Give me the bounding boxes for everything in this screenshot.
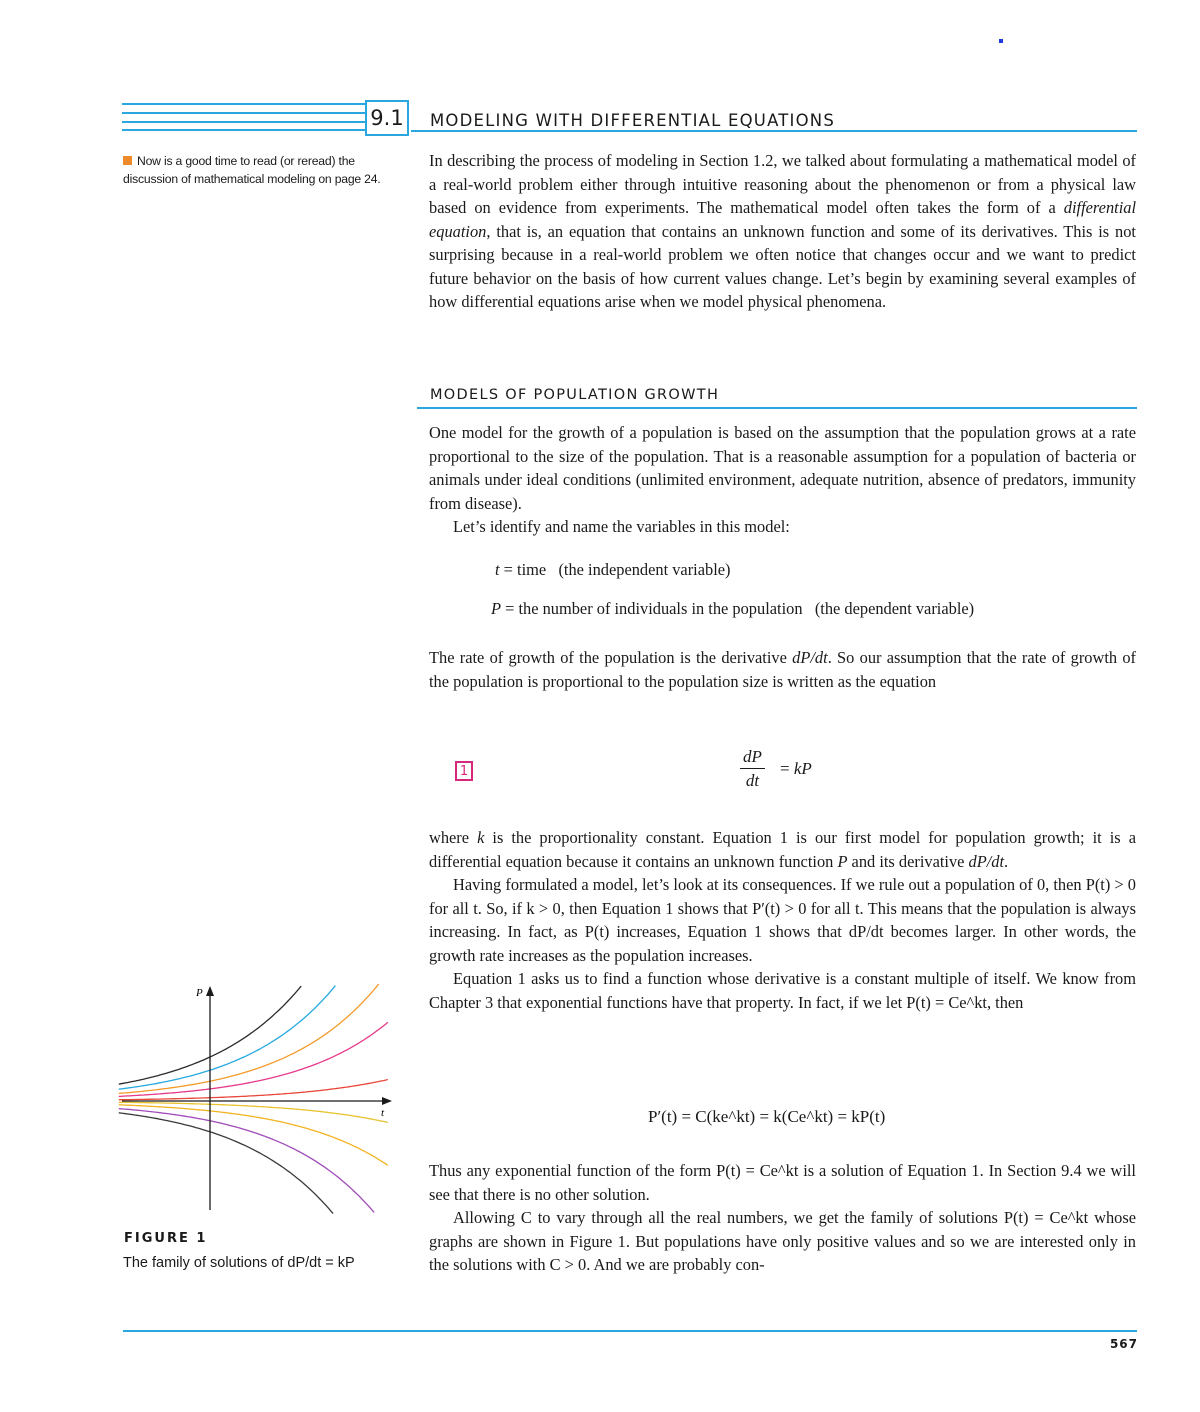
intro-emphasis: differential equation: [429, 198, 1136, 241]
intro-text-b: , that is, an equation that contains an unknown function and some of its derivatives. This is not surprising because in a real-world problem we often notice that changes occur and we want to predict future behavior on the basis of how current values change. Let’s begin by examining several examples of how differential equations arise when we model physical phenomena.: [429, 221, 1136, 311]
solution-curve-2: [119, 984, 379, 1093]
after-text-e: .: [1004, 851, 1009, 871]
variable-t-note: (the independent variable): [558, 560, 731, 579]
variable-t: [495, 560, 730, 580]
rate-paragraph: [429, 646, 1136, 693]
equation-rhs: [780, 759, 812, 779]
equation-fraction: [740, 746, 765, 793]
fraction-denominator: dt: [745, 771, 760, 790]
population-paragraphs: [429, 421, 1136, 539]
P-axis-arrow: [206, 986, 214, 996]
margin-note-text: Now is a good time to read (or reread) the discussion of mathematical modeling on page 24.: [123, 154, 381, 186]
figure-label: FIGURE 1: [124, 1231, 208, 1246]
corner-dot: [999, 39, 1003, 43]
variable-t-symbol: t: [495, 560, 500, 579]
after-k: k: [477, 828, 485, 847]
equation-rhs-term: kP: [793, 759, 812, 778]
population-paragraph-1: One model for the growth of a population is based on the assumption that the population grows at a rate proportional to the size of the population. That is a reasonable assumption for a population of bacteria or animals under ideal conditions (unlimited environment, adequate nutrition, absence of predators, immunity from disease).: [429, 423, 1136, 513]
closing-paragraphs: [429, 1159, 1136, 1277]
intro-paragraph: [429, 149, 1136, 314]
solution-curve-3: [119, 1022, 388, 1096]
consequences-paragraphs: [429, 826, 1136, 1014]
note-square-icon: [123, 156, 132, 165]
rate-text-b: . So our assumption that the rate of growth of the population is proportional to the population size is written as the equation: [429, 648, 1136, 691]
t-axis-label: t: [381, 1107, 385, 1119]
section-number: 9.1: [365, 100, 409, 136]
variable-P-equals: =: [501, 599, 519, 618]
solution-family-chart: [118, 982, 398, 1216]
variable-P-symbol: P: [491, 599, 502, 618]
closing-paragraph-1: Thus any exponential function of the form P(t) = Ce^kt is a solution of Equation 1. In Section 9.4 we will see that there is no other solution.: [429, 1161, 1136, 1204]
variable-t-equals: =: [499, 560, 518, 579]
page-number: 567: [1109, 1337, 1138, 1351]
footer-rule: [123, 1330, 1137, 1332]
title-rule: [411, 130, 1137, 132]
variable-P-note: (the dependent variable): [814, 599, 975, 618]
figure-caption: The family of solutions of dP/dt = kP: [123, 1255, 355, 1271]
margin-note: [123, 152, 408, 188]
solution-curve-8: [119, 1113, 333, 1214]
after-derivative: dP/dt: [968, 851, 1005, 871]
t-axis-arrow: [382, 1097, 392, 1105]
equation-number-badge: 1: [455, 761, 473, 781]
closing-paragraph-2: Allowing C to vary through all the real numbers, we get the family of solutions P(t) = Ce^kt whose graphs are shown in Figure 1. But populations have only positive values and so we are interested only in the solutions with C > 0. And we are probably con-: [429, 1208, 1136, 1274]
solution-curve-6: [119, 1105, 388, 1166]
after-text-a: where: [429, 828, 478, 847]
rate-text-a: The rate of growth of the population is the derivative: [429, 648, 793, 667]
variable-P-desc: the number of individuals in the population: [518, 599, 803, 618]
P-axis-label: P: [196, 987, 203, 999]
section-header-rules: [122, 103, 366, 131]
intro-text-a: In describing the process of modeling in Section 1.2, we talked about formulating a mathematical model of a real-world problem either through intuitive reasoning about the phenomenon or from a physical law based on evidence from experiments. The mathematical model often takes the form of a: [429, 151, 1136, 217]
section-title: MODELING WITH DIFFERENTIAL EQUATIONS: [430, 111, 836, 130]
subsection-title: MODELS OF POPULATION GROWTH: [430, 387, 720, 403]
solution-curve-7: [119, 1109, 374, 1213]
after-text-b: is the proportionality constant. Equation 1 is our first model for population growth; it is a differential equation because it contains an unknown function: [429, 828, 1136, 871]
variable-P: [491, 599, 974, 619]
derivative-equation: P′(t) = C(ke^kt) = k(Ce^kt) = kP(t): [648, 1107, 886, 1126]
equation-equals: =: [780, 759, 794, 778]
exponential-paragraph: Equation 1 asks us to find a function whose derivative is a constant multiple of itself. We know from Chapter 3 that exponential functions have that property. In fact, if we let P(t) = Ce^kt, then: [429, 969, 1136, 1012]
fraction-numerator: dP: [740, 746, 765, 769]
subsection-rule: [417, 407, 1137, 409]
solution-curves: [119, 984, 388, 1214]
rate-derivative: dP/dt: [792, 648, 828, 667]
variable-t-desc: time: [517, 560, 547, 579]
population-paragraph-2: Let’s identify and name the variables in this model:: [453, 517, 790, 536]
consequences-paragraph: Having formulated a model, let’s look at its consequences. If we rule out a population of 0, then P(t) > 0 for all t. So, if k > 0, then Equation 1 shows that P′(t) > 0 for all t. This means that the population is always increasing. In fact, as P(t) increases, Equation 1 shows that dP/dt becomes larger. In other words, the growth rate increases as the population increases.: [429, 875, 1136, 965]
after-text-c: and its derivative: [847, 851, 969, 871]
after-P: P: [837, 851, 848, 871]
solution-curve-1: [119, 986, 336, 1089]
